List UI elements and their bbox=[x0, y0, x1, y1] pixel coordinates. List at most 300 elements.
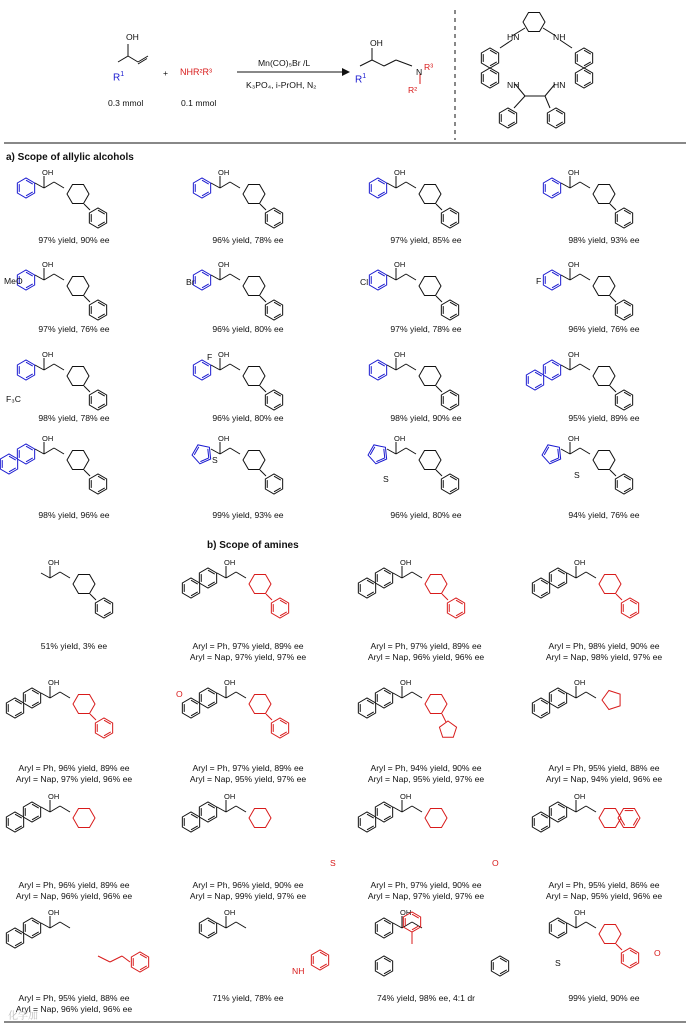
caption-line: Aryl = Ph, 94% yield, 90% ee bbox=[370, 763, 482, 773]
s-label-thiomorpholine: S bbox=[330, 858, 336, 868]
chain-bond bbox=[387, 183, 396, 188]
product-n: N bbox=[416, 67, 423, 77]
oh-label: OH bbox=[394, 350, 406, 359]
chain-bond bbox=[35, 365, 44, 370]
piperazine-ring bbox=[243, 184, 265, 203]
naphthalene-ring-b bbox=[182, 812, 199, 832]
chain-bond bbox=[396, 182, 406, 188]
chain-bond bbox=[60, 922, 70, 928]
r1-label: $R^1$ bbox=[113, 71, 125, 84]
caption-line: 97% yield, 85% ee bbox=[390, 235, 462, 245]
amine-scope-caption bbox=[377, 993, 475, 1004]
n-phenyl-ring bbox=[441, 300, 458, 320]
naphthalene-ring-b bbox=[182, 698, 199, 718]
caption-line: Aryl = Ph, 97% yield, 89% ee bbox=[370, 641, 482, 651]
chain-bond bbox=[393, 693, 402, 698]
naphthalene-ring-a bbox=[375, 688, 392, 708]
n-phenyl-ring bbox=[441, 390, 458, 410]
chain-bond bbox=[217, 573, 226, 578]
oh-label: OH bbox=[218, 168, 230, 177]
chain-bond bbox=[586, 692, 596, 698]
aryl-ring bbox=[369, 178, 386, 198]
oh-label: OH bbox=[224, 908, 236, 917]
caption-line: 98% yield, 96% ee bbox=[38, 510, 110, 520]
piperazine-ring bbox=[419, 276, 441, 295]
piperazine-ring bbox=[599, 574, 621, 593]
amine-scope-caption bbox=[16, 763, 132, 784]
chain-bond bbox=[220, 364, 230, 370]
piperazine-ring bbox=[243, 450, 265, 469]
chain-bond bbox=[567, 923, 576, 928]
caption-line: Aryl = Ph, 95% yield, 86% ee bbox=[548, 880, 660, 890]
chain-bond bbox=[406, 448, 416, 454]
chain-bond bbox=[226, 692, 236, 698]
chain-bond bbox=[211, 183, 220, 188]
n-aryl-bond bbox=[84, 386, 90, 392]
caption-line: 99% yield, 93% ee bbox=[212, 510, 284, 520]
n-aryl-bond bbox=[610, 204, 616, 210]
chain-bond bbox=[412, 806, 422, 812]
chain-bond bbox=[576, 922, 586, 928]
n-aryl-bond bbox=[610, 470, 616, 476]
caption-line: Aryl = Nap, 95% yield, 97% ee bbox=[189, 773, 307, 784]
piperazine-ring bbox=[67, 184, 89, 203]
chain-bond bbox=[217, 807, 226, 812]
chain-bond bbox=[226, 922, 236, 928]
chain-bond bbox=[41, 573, 50, 578]
naphthalene-ring-b bbox=[6, 928, 23, 948]
plus-sign: + bbox=[163, 68, 169, 78]
piperazine-ring bbox=[593, 366, 615, 385]
n-phenyl-ring bbox=[265, 208, 282, 228]
naphthalene-ring-a bbox=[375, 568, 392, 588]
piperazine-ring bbox=[67, 450, 89, 469]
alcohol-scope-caption bbox=[38, 510, 109, 521]
caption-line: Aryl = Nap, 98% yield, 97% ee bbox=[545, 651, 663, 662]
oh-label: OH bbox=[394, 434, 406, 443]
reaction-arrow-head bbox=[342, 68, 350, 76]
oh-label: OH bbox=[218, 260, 230, 269]
quinoline-ring-left-a bbox=[481, 48, 498, 68]
chain-bond bbox=[44, 274, 54, 280]
chain-bond bbox=[570, 364, 580, 370]
oh-label: OH bbox=[224, 558, 236, 567]
caption-line: Aryl = Ph, 97% yield, 90% ee bbox=[370, 880, 482, 890]
chain-bond bbox=[230, 182, 240, 188]
caption-line: Aryl = Nap, 95% yield, 97% ee bbox=[367, 773, 485, 784]
caption-line: Aryl = Nap, 96% yield, 96% ee bbox=[367, 651, 485, 662]
piperazine-ring bbox=[73, 574, 95, 593]
oh-label: OH bbox=[42, 434, 54, 443]
o-label-anisole-2: O bbox=[654, 948, 661, 958]
oh-label: OH bbox=[400, 908, 412, 917]
aniline-phenyl-ring bbox=[311, 950, 328, 970]
naphthalene-ring-b bbox=[6, 812, 23, 832]
chain-bond bbox=[402, 692, 412, 698]
amine-scope-caption bbox=[212, 993, 283, 1004]
naphthalene-ring-a bbox=[199, 802, 216, 822]
chain-bond bbox=[226, 572, 236, 578]
caption-line: 97% yield, 90% ee bbox=[38, 235, 110, 245]
naphthalene-ring-b bbox=[532, 578, 549, 598]
alcohol-scope-caption bbox=[38, 324, 109, 335]
n-phenyl-ring bbox=[615, 300, 632, 320]
chain-bond bbox=[586, 572, 596, 578]
piperazine-ring bbox=[593, 184, 615, 203]
aryl-ring bbox=[542, 445, 561, 464]
oh-label: OH bbox=[218, 434, 230, 443]
cl-label: Cl bbox=[360, 277, 369, 287]
aryl-ring bbox=[193, 270, 210, 290]
naphthalene-ring-a bbox=[23, 688, 40, 708]
aryl-ring bbox=[193, 178, 210, 198]
naphthalene-ring-a bbox=[199, 568, 216, 588]
benzyl-phenyl-ring bbox=[131, 952, 148, 972]
oh-label: OH bbox=[568, 260, 580, 269]
amine-scope-caption bbox=[41, 641, 107, 652]
meo-label: MeO bbox=[4, 276, 23, 286]
chain-bond bbox=[561, 365, 570, 370]
caption-line: Aryl = Ph, 97% yield, 89% ee bbox=[192, 763, 304, 773]
amine-scope-caption bbox=[190, 880, 306, 901]
caption-line: 97% yield, 76% ee bbox=[38, 324, 110, 334]
naphthalene-ring-a bbox=[549, 688, 566, 708]
n-phenyl-ring bbox=[447, 598, 464, 618]
chain-bond bbox=[580, 448, 590, 454]
chain-bond bbox=[54, 182, 64, 188]
oh-label: OH bbox=[224, 792, 236, 801]
n-phenyl-ring bbox=[265, 390, 282, 410]
chain-bond bbox=[211, 275, 220, 280]
caption-line: Aryl = Ph, 95% yield, 88% ee bbox=[18, 993, 130, 1003]
n-aryl-bond bbox=[616, 594, 622, 600]
n-phenyl-ring bbox=[265, 474, 282, 494]
oh-label: OH bbox=[568, 350, 580, 359]
o-label-anisole-1: O bbox=[176, 689, 183, 699]
s-label-thiophene-2: S bbox=[574, 470, 580, 480]
chain-bond bbox=[412, 572, 422, 578]
naphthalene-ring-b bbox=[532, 812, 549, 832]
chain-bond bbox=[393, 573, 402, 578]
alcohol-scope-caption bbox=[212, 413, 283, 424]
chain-bond bbox=[567, 807, 576, 812]
chain-bond bbox=[54, 448, 64, 454]
caption-line: 71% yield, 78% ee bbox=[212, 993, 284, 1003]
chain-bond bbox=[387, 365, 396, 370]
naphthalene-ring-a bbox=[549, 568, 566, 588]
piperazine-ring bbox=[249, 694, 271, 713]
chain-bond bbox=[220, 274, 230, 280]
chain-bond bbox=[230, 274, 240, 280]
phenyl-right bbox=[491, 956, 508, 976]
oh-label: OH bbox=[48, 558, 60, 567]
amine-scope-caption bbox=[190, 641, 306, 662]
chain-bond bbox=[35, 275, 44, 280]
chain-bond bbox=[35, 183, 44, 188]
n-aryl-bond bbox=[442, 594, 448, 600]
chain-bond bbox=[60, 692, 70, 698]
naphthalene-ring-b bbox=[358, 698, 375, 718]
caption-line: 96% yield, 80% ee bbox=[212, 413, 284, 423]
n-aryl-bond bbox=[260, 470, 266, 476]
piperazine-ring bbox=[243, 276, 265, 295]
oh-label: OH bbox=[224, 678, 236, 687]
piperazine-ring bbox=[243, 366, 265, 385]
thiomorpholine-ring bbox=[249, 808, 271, 827]
chain-bond bbox=[402, 806, 412, 812]
chain-bond bbox=[396, 364, 406, 370]
quinoline-ring-left-b bbox=[481, 68, 498, 88]
chain-bond bbox=[60, 572, 70, 578]
n-phenyl-ring bbox=[621, 948, 638, 968]
caption-line: Aryl = Ph, 96% yield, 90% ee bbox=[192, 880, 304, 890]
caption-line: Aryl = Nap, 97% yield, 97% ee bbox=[367, 890, 485, 901]
chain-bond bbox=[561, 183, 570, 188]
piperazine-ring bbox=[249, 574, 271, 593]
section-a-title: a) Scope of allylic alcohols bbox=[6, 152, 134, 163]
chain-bond bbox=[35, 449, 44, 454]
chain-bond bbox=[586, 922, 596, 928]
reagents-bottom: K₃PO₄, i-PrOH, N₂ bbox=[246, 80, 317, 90]
pyrimidine-ring bbox=[271, 718, 288, 738]
aryl-ring bbox=[368, 445, 387, 464]
aryl-ring bbox=[543, 270, 560, 290]
nh-label: NH bbox=[292, 966, 305, 976]
chain-bond bbox=[236, 806, 246, 812]
oh-label: OH bbox=[400, 792, 412, 801]
n-aryl-bond bbox=[436, 296, 442, 302]
cf3-label: F₃C bbox=[6, 394, 21, 404]
naphthalene-ring-a bbox=[23, 918, 40, 938]
chain-bond bbox=[211, 365, 220, 370]
n-aryl-bond bbox=[260, 204, 266, 210]
n-phenyl-ring bbox=[441, 474, 458, 494]
caption-line: Aryl = Nap, 95% yield, 96% ee bbox=[545, 890, 663, 901]
chain-bond bbox=[44, 448, 54, 454]
alcohol-scope-caption bbox=[212, 324, 283, 335]
chain-bond bbox=[570, 448, 580, 454]
n-aryl-bond bbox=[266, 714, 272, 720]
o-label-morpholine: O bbox=[492, 858, 499, 868]
piperazine-ring bbox=[73, 694, 95, 713]
caption-line: 95% yield, 89% ee bbox=[568, 413, 640, 423]
n-phenyl-ring bbox=[271, 598, 288, 618]
n-aryl-bond bbox=[436, 386, 442, 392]
chain-bond bbox=[576, 806, 586, 812]
pyrrolidine-ring bbox=[602, 690, 620, 709]
chain-bond bbox=[50, 922, 60, 928]
chain-bond bbox=[41, 923, 50, 928]
chain-bond bbox=[50, 806, 60, 812]
br-label: Br bbox=[186, 277, 195, 287]
amine-scope-caption bbox=[546, 641, 662, 662]
piperazine-ring bbox=[67, 276, 89, 295]
chain-bond bbox=[570, 182, 580, 188]
n-aryl-bond bbox=[436, 204, 442, 210]
piperidine-ring bbox=[73, 808, 95, 827]
alcohol-scope-caption bbox=[390, 324, 461, 335]
n-aryl-bond bbox=[610, 386, 616, 392]
oh-label: OH bbox=[574, 792, 586, 801]
alcohol-scope-caption bbox=[390, 235, 461, 246]
oh-label: OH bbox=[42, 168, 54, 177]
quinoline-ring-right-b bbox=[575, 68, 592, 88]
oh-label: OH bbox=[574, 558, 586, 567]
caption-line: 96% yield, 80% ee bbox=[212, 324, 284, 334]
s-label-thiophene-1: S bbox=[383, 474, 389, 484]
oh-label: OH bbox=[42, 260, 54, 269]
chain-bond bbox=[567, 693, 576, 698]
cyclopentyl-ring bbox=[439, 721, 456, 737]
alcohol-scope-caption bbox=[568, 510, 639, 521]
n-aryl-bond bbox=[84, 204, 90, 210]
aryl-ring bbox=[375, 918, 392, 938]
amount-alcohol: 0.3 mmol bbox=[108, 98, 144, 108]
caption-line: 51% yield, 3% ee bbox=[40, 641, 108, 651]
f-label: F bbox=[536, 276, 542, 286]
caption-line: 98% yield, 90% ee bbox=[390, 413, 462, 423]
chain-bond bbox=[402, 572, 412, 578]
chain-bond bbox=[393, 807, 402, 812]
chain-bond bbox=[570, 274, 580, 280]
n-aryl-bond bbox=[84, 470, 90, 476]
oh-label: OH bbox=[48, 678, 60, 687]
n-phenyl-ring bbox=[621, 598, 638, 618]
n-aryl-bond bbox=[610, 296, 616, 302]
aryl-ring bbox=[17, 360, 34, 380]
alcohol-oh-label: OH bbox=[126, 32, 139, 42]
quinoline-ring-right-a bbox=[575, 48, 592, 68]
chain-bond bbox=[217, 923, 226, 928]
chain-bond bbox=[230, 364, 240, 370]
caption-line: Aryl = Ph, 96% yield, 89% ee bbox=[18, 763, 130, 773]
n-aryl-bond bbox=[90, 594, 96, 600]
chain-bond bbox=[393, 923, 402, 928]
n-phenyl-ring bbox=[615, 390, 632, 410]
amount-amine: 0.1 mmol bbox=[181, 98, 217, 108]
caption-line: Aryl = Ph, 95% yield, 88% ee bbox=[548, 763, 660, 773]
caption-line: 99% yield, 90% ee bbox=[568, 993, 640, 1003]
naphthalene-ring-b bbox=[526, 370, 543, 390]
oh-label: OH bbox=[568, 434, 580, 443]
alcohol-scope-caption bbox=[568, 413, 639, 424]
oh-label: OH bbox=[218, 350, 230, 359]
n-phenyl-ring bbox=[89, 390, 106, 410]
ligand-nh-3: NH bbox=[507, 80, 520, 90]
caption-line: Aryl = Ph, 96% yield, 89% ee bbox=[18, 880, 130, 890]
oh-label: OH bbox=[574, 908, 586, 917]
chain-bond bbox=[586, 806, 596, 812]
aryl-ring bbox=[193, 360, 210, 380]
chain-bond bbox=[396, 448, 406, 454]
phenyl-ring-right bbox=[547, 108, 564, 128]
alcohol-scope-caption bbox=[568, 324, 639, 335]
naphthalene-ring-b bbox=[358, 578, 375, 598]
oh-label: OH bbox=[574, 678, 586, 687]
n-aryl-bond bbox=[84, 296, 90, 302]
chain-bond bbox=[226, 806, 236, 812]
caption-line: Aryl = Nap, 96% yield, 96% ee bbox=[15, 1003, 133, 1014]
watermark: 化学加 bbox=[8, 1011, 38, 1022]
piperazine-ring bbox=[599, 924, 621, 943]
chain-bond bbox=[236, 572, 246, 578]
oh-label: OH bbox=[48, 792, 60, 801]
caption-line: 97% yield, 78% ee bbox=[390, 324, 462, 334]
chain-bond bbox=[406, 182, 416, 188]
chain-bond bbox=[54, 364, 64, 370]
naphthalene-ring-a bbox=[375, 802, 392, 822]
alcohol-scope-caption bbox=[38, 235, 109, 246]
piperazine-ring bbox=[593, 276, 615, 295]
caption-line: Aryl = Nap, 97% yield, 97% ee bbox=[189, 651, 307, 662]
alcohol-scope-caption bbox=[212, 510, 283, 521]
naphthalene-ring-b bbox=[532, 698, 549, 718]
piperazine-ring bbox=[419, 184, 441, 203]
phenyl-ring-left bbox=[499, 108, 516, 128]
chain-bond bbox=[44, 182, 54, 188]
caption-line: 96% yield, 80% ee bbox=[390, 510, 462, 520]
n-aryl-bond bbox=[266, 594, 272, 600]
chain-bond bbox=[230, 448, 240, 454]
chain-bond bbox=[211, 449, 220, 454]
n-phenyl-ring bbox=[89, 208, 106, 228]
caption-line: 98% yield, 93% ee bbox=[568, 235, 640, 245]
chain-bond bbox=[387, 449, 396, 454]
piperazine-ring bbox=[425, 694, 447, 713]
chain-bond bbox=[406, 274, 416, 280]
chain-bond bbox=[580, 182, 590, 188]
oh-label: OH bbox=[394, 260, 406, 269]
alcohol-scope-caption bbox=[390, 510, 461, 521]
amine-scope-caption bbox=[568, 993, 639, 1004]
caption-line: 96% yield, 78% ee bbox=[212, 235, 284, 245]
product-r1: $R^1$ bbox=[355, 73, 367, 86]
naphthalene-ring-a bbox=[23, 802, 40, 822]
amine-scope-caption bbox=[16, 880, 132, 901]
chain-bond bbox=[50, 572, 60, 578]
caption-line: 98% yield, 78% ee bbox=[38, 413, 110, 423]
oh-label: OH bbox=[48, 908, 60, 917]
chain-bond bbox=[412, 692, 422, 698]
aryl-ring bbox=[17, 178, 34, 198]
caption-line: Aryl = Nap, 97% yield, 96% ee bbox=[15, 773, 133, 784]
chain-bond bbox=[236, 692, 246, 698]
oh-label: OH bbox=[42, 350, 54, 359]
caption-line: 94% yield, 76% ee bbox=[568, 510, 640, 520]
chain-bond bbox=[54, 274, 64, 280]
aryl-ring bbox=[199, 918, 216, 938]
oh-label: OH bbox=[394, 168, 406, 177]
ligand-nh-4: HN bbox=[553, 80, 566, 90]
caption-line: Aryl = Ph, 98% yield, 90% ee bbox=[548, 641, 660, 651]
n-phenyl-ring bbox=[265, 300, 282, 320]
n-phenyl-ring bbox=[95, 718, 112, 738]
n-phenyl-ring bbox=[615, 208, 632, 228]
chain-bond bbox=[41, 807, 50, 812]
chain-bond bbox=[50, 692, 60, 698]
oh-label: OH bbox=[400, 558, 412, 567]
aryl-ring bbox=[192, 445, 211, 464]
morpholine-ring bbox=[425, 808, 447, 827]
chain-bond bbox=[580, 274, 590, 280]
amine-scope-caption bbox=[368, 641, 484, 662]
chain-bond bbox=[561, 275, 570, 280]
chain-bond bbox=[406, 364, 416, 370]
n-phenyl-ring bbox=[89, 300, 106, 320]
naphthalene-ring-a bbox=[199, 688, 216, 708]
ligand-nh-1: HN bbox=[507, 32, 520, 42]
amine-reagent: NHR²R³ bbox=[180, 67, 212, 77]
